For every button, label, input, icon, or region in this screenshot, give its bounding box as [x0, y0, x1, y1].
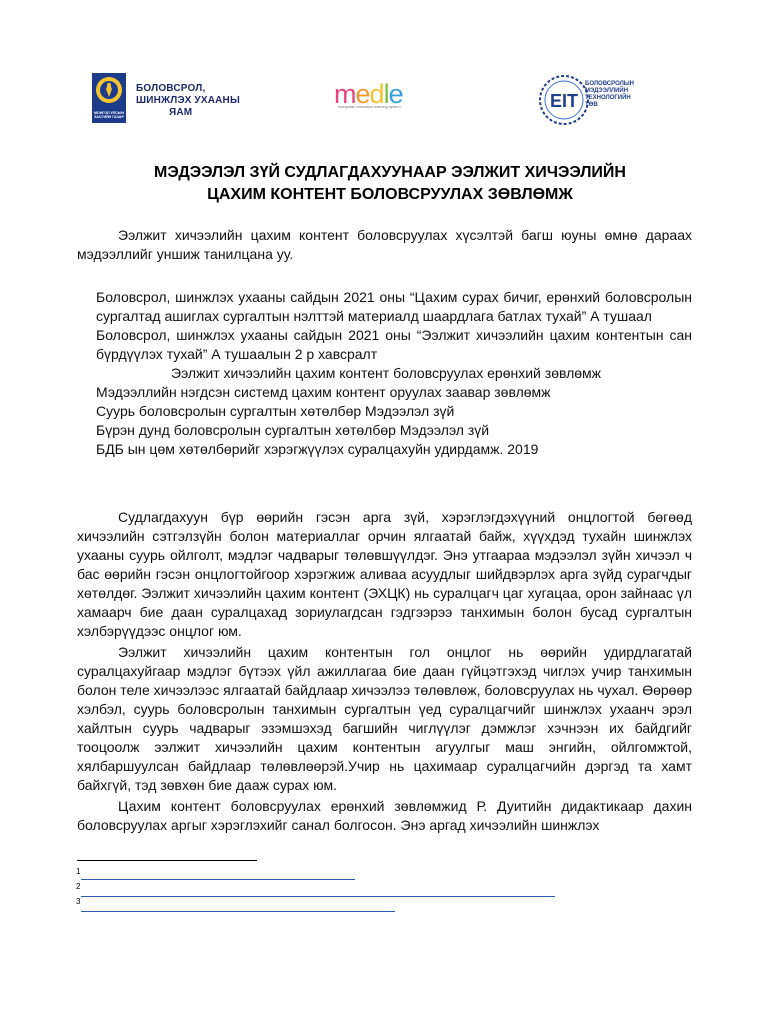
- footnote-link[interactable]: [81, 896, 555, 897]
- reference-item: Ээлжит хичээлийн цахим контент боловсруулах ерөнхий зөвлөмж: [171, 365, 602, 381]
- ministry-logo: [92, 73, 262, 127]
- footnote-link[interactable]: [81, 879, 355, 880]
- medle-tagline: mongolian education learning system: [338, 105, 401, 109]
- intro-paragraph: Ээлжит хичээлийн цахим контент боловсруулах хүсэлтэй багш юуны өмнө дараах мэдээллийг уншиж танилцана уу.: [77, 227, 692, 262]
- medle-letter: l: [383, 79, 389, 109]
- reference-item: Суурь боловсролын сургалтын хөтөлбөр Мэдээлэл зүй: [96, 403, 455, 419]
- medle-logo: [334, 80, 434, 120]
- ministry-name-line: БОЛОВСРОЛ,: [136, 83, 206, 94]
- footnote-number: 1: [76, 867, 81, 876]
- title-line-2: ЦАХИМ КОНТЕНТ БОЛОВСРУУЛАХ ЗӨВЛӨМЖ: [207, 186, 573, 203]
- medle-letter: e: [388, 79, 403, 109]
- body-paragraph: Ээлжит хичээлийн цахим контентын гол онцлог нь өөрийн удирдлагатай суралцахуйгаар мэдлэг бүтээх үйл ажиллагаа бие даан гүйцэтгэхэд чиглэх учир танхимын болон теле хичээлээс ялгаатай байдлаар хичээлээ төлөвлөж, боловсруулах нь чухал. Өөрөөр хэлбэл, суурь боловсролын танхимын сургалтын үед суралцагчийг шинжлэх ухаанч эрэл хайлтын суурь чадварыг эзэмшэхэд багшийн чиглүүлэг дэмжлэг хэчнээн их байдгийг тооцоолж ээлжит хичээлийн цахим контентын агуулгыг маш энгийн, ойлгомжтой, хялбаршуулсан байдлаар төлөвлөөрэй.Учир нь цахимаар суралцагчийн дэргэд та хамт байхгүй, тэд зөвхөн бие дааж сурах юм.: [77, 644, 693, 793]
- footnote-number: 2: [76, 882, 81, 891]
- reference-item: Бүрэн дунд боловсролын сургалтын хөтөлбөр Мэдээлэл зүй: [96, 422, 490, 438]
- eit-logo: [538, 74, 658, 130]
- medle-letter: m: [334, 79, 356, 109]
- ministry-name-line: ШИНЖЛЭХ УХААНЫ: [136, 95, 240, 106]
- eit-emblem-icon: [538, 74, 590, 126]
- reference-list: [96, 288, 692, 459]
- body-paragraph: Судлагдахуун бүр өөрийн гэсэн арга зүй, хэрэглэгдэхүүний онцлогтой бөгөөд хичээлийн сэтгэлзүйн болон материаллаг орчин ялгаатай байж, хүүхдэд тухайн шинжлэх ухааны суурь ойлголт, мэдлэг чадварыг төлөвшүүлдэг. Энэ утгаараа мэдээлэл зүйн хичээл ч бас өөрийн гэсэн онцлогтойгоор хэрэгжиж аливаа асуудлыг шийдвэрлэх арга зүйд сурагчдыг хөтөлдөг. Ээлжит хичээлийн цахим контент (ЭХЦК) нь суралцагч цаг хугацаа, орон зайнаас үл хамаарч бие даан суралцахад зориулагдсан гэдгээрээ танхимын болон бусад сургалтын хэлбэрүүдээс онцлог юм.: [77, 509, 692, 639]
- logo-row: [0, 70, 768, 130]
- reference-item: Мэдээллийн нэгдсэн системд цахим контент оруулах заавар зөвлөмж: [96, 384, 551, 400]
- title-line-1: МЭДЭЭЛЭЛ ЗҮЙ СУДЛАГДАХУУНААР ЭЭЛЖИТ ХИЧЭЭЛИЙН: [154, 164, 626, 181]
- medle-letter: d: [369, 79, 384, 109]
- body-paragraph: Цахим контент боловсруулах ерөнхий зөвлөмжид Р. Дуитийн дидактикаар дахин боловсруулах аргыг хэрэглэхийг санал болгосон. Энэ аргад хичээлийн шинжлэх: [77, 798, 692, 833]
- footnote-link[interactable]: [81, 911, 395, 912]
- footnote-separator: [77, 860, 257, 861]
- document-title: [90, 162, 690, 206]
- eit-name-line: ТЕХНОЛОГИЙН: [585, 95, 631, 101]
- reference-item: БДБ ын цөм хөтөлбөрийг хэрэгжүүлэх суралцахуйн удирдамж. 2019: [96, 441, 539, 457]
- emblem-caption: МОНГОЛ УЛСЫН ЗАСГИЙН ГАЗАР: [94, 111, 124, 119]
- ministry-name: [136, 83, 240, 119]
- eit-mark: EIT: [549, 91, 579, 111]
- eit-name-line: МЭДЭЭЛЛИЙН: [585, 88, 629, 94]
- medle-wordmark: [334, 80, 434, 108]
- footnote-number: 3: [76, 897, 81, 906]
- eit-name: [585, 81, 634, 109]
- reference-item: Боловсрол, шинжлэх ухааны сайдын 2021 оны “Ээлжит хичээлийн цахим контентын сан бүрдүүлэх тухай” А тушаалын 2 р хавсралт: [96, 327, 692, 362]
- reference-item: Боловсрол, шинжлэх ухааны сайдын 2021 оны “Цахим сурах бичиг, ерөнхий боловсролын сургалтад ашиглах сургалтын нэлттэй материалд шаардлага батлах тухай” А тушаал: [96, 289, 692, 324]
- eit-name-line: БОЛОВСРОЛЫН: [585, 81, 635, 87]
- medle-letter: e: [355, 79, 370, 109]
- ministry-name-line: ЯАМ: [169, 107, 193, 118]
- eit-name-line: ТӨВ: [585, 102, 598, 108]
